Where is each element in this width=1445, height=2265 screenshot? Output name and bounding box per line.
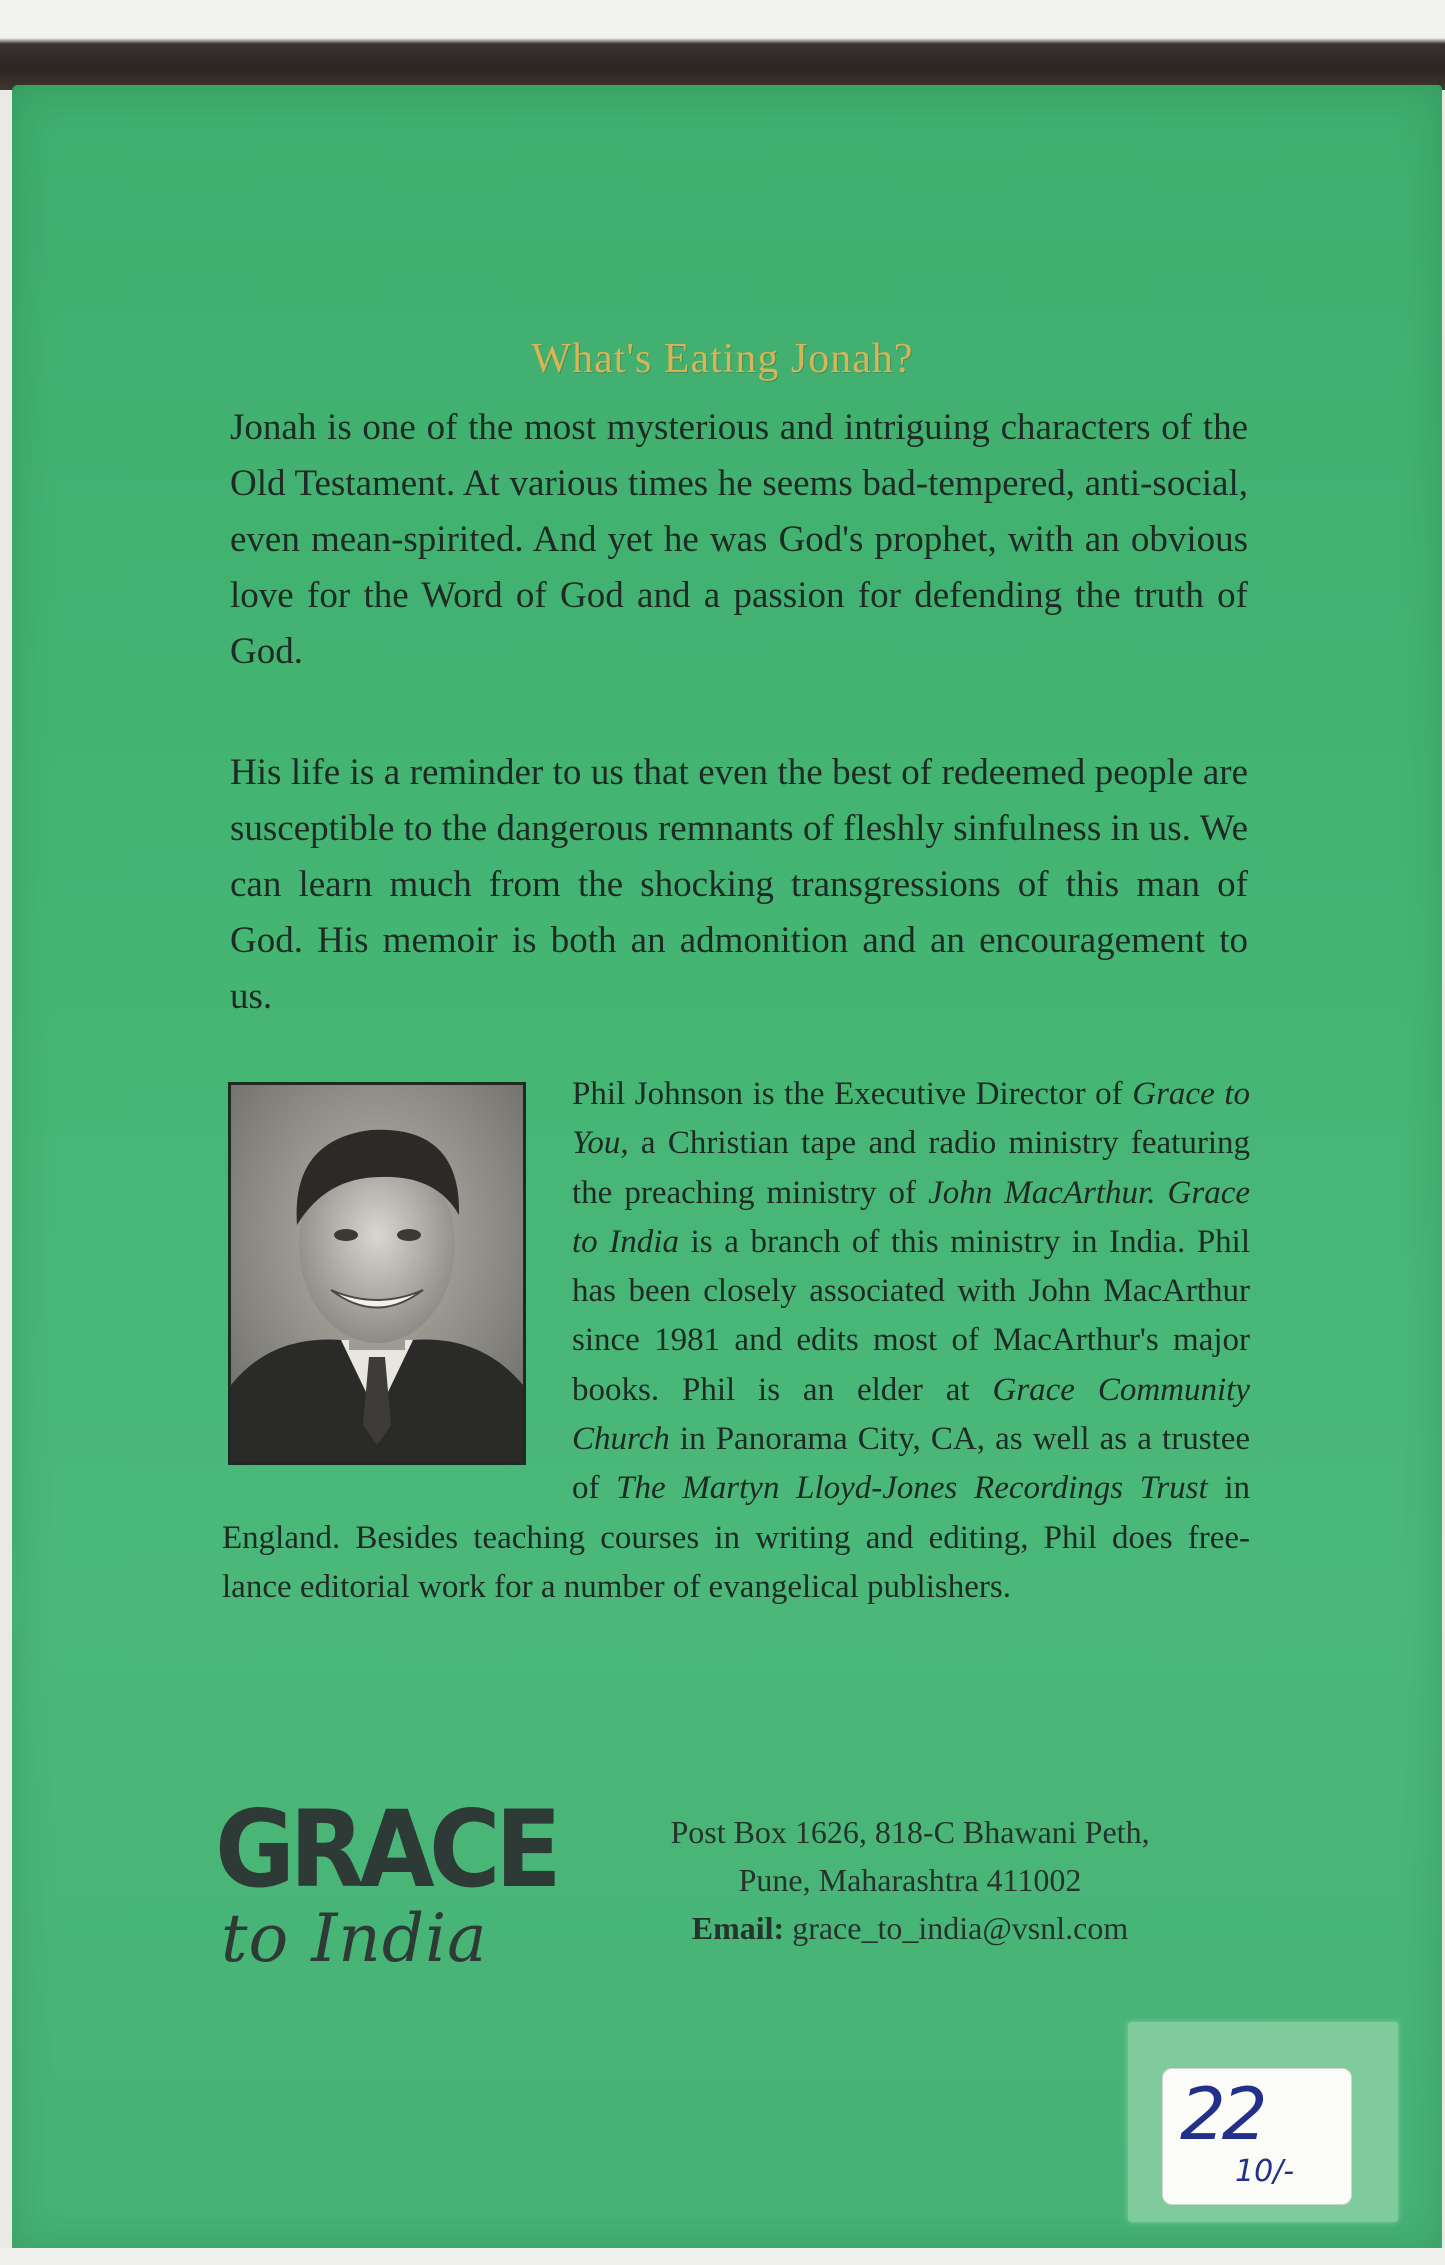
logo-subtitle: to India (221, 1900, 488, 1977)
address-line-2: Pune, Maharashtra 411002 (738, 1862, 1082, 1898)
bio-text: in Panorama City, CA, as well as a trustee of (572, 1421, 1250, 1507)
publisher-logo (215, 1788, 557, 1995)
bio-text: Phil Johnson is the Executive Director of (572, 1076, 1133, 1112)
bio-text: in England. Besides teaching courses in writing and editing, Phil does free-lance editorial work for a number of evangelical publishers. (222, 1470, 1251, 1605)
blurb-paragraph-1: Jonah is one of the most mysterious and intriguing characters of the Old Testament. At various times he seems bad-tempered, anti-social, even mean-spirited. And yet he was God's prophet, with an obvious love for the Word of God and a passion for defending the truth of God. (230, 407, 1248, 672)
bio-italic-text: Grace Community Church (572, 1371, 1250, 1458)
author-bio (222, 1070, 1250, 1612)
bio-italic-text: Grace to India (572, 1174, 1251, 1260)
book-bottom-edge (0, 2248, 1445, 2265)
book-title: What's Eating Jonah? (531, 336, 914, 382)
price-handwritten-sub: 10/- (1235, 2154, 1295, 2189)
bio-italic-text: Grace to You, (572, 1076, 1250, 1162)
bio-text: a Christian tape and radio ministry featuring the preaching ministry of (572, 1125, 1250, 1211)
logo-word: GRACE (215, 1788, 557, 1911)
photo-wrap-spacer (222, 1070, 572, 1502)
bio-text: is a branch of this ministry in India. Phil has been closely associated with John MacArthur since 1981 and edits most of MacArthur's major books. Phil is an elder at (572, 1223, 1251, 1408)
email-label: Email: (691, 1910, 785, 1946)
bio-italic-text: The Martyn Lloyd-Jones Recordings Trust (616, 1470, 1208, 1507)
email-line (600, 1904, 1220, 1952)
publisher-address (600, 1808, 1220, 1952)
price-handwritten-main: 22 (1180, 2072, 1264, 2156)
email-address: grace_to_india@vsnl.com (792, 1910, 1129, 1946)
bio-italic-text: John MacArthur. (928, 1174, 1156, 1211)
address-line-1: Post Box 1626, 818-C Bhawani Peth, (670, 1814, 1150, 1850)
bio-text (1156, 1175, 1168, 1211)
blurb-paragraph-2: His life is a reminder to us that even the best of redeemed people are susceptible to the dangerous remnants of fleshly sinfulness in us. We can learn much from the shocking transgressions of this man of God. His memoir is both an admonition and an encouragement to us. (230, 752, 1248, 1017)
book-top-edge (0, 0, 1445, 90)
